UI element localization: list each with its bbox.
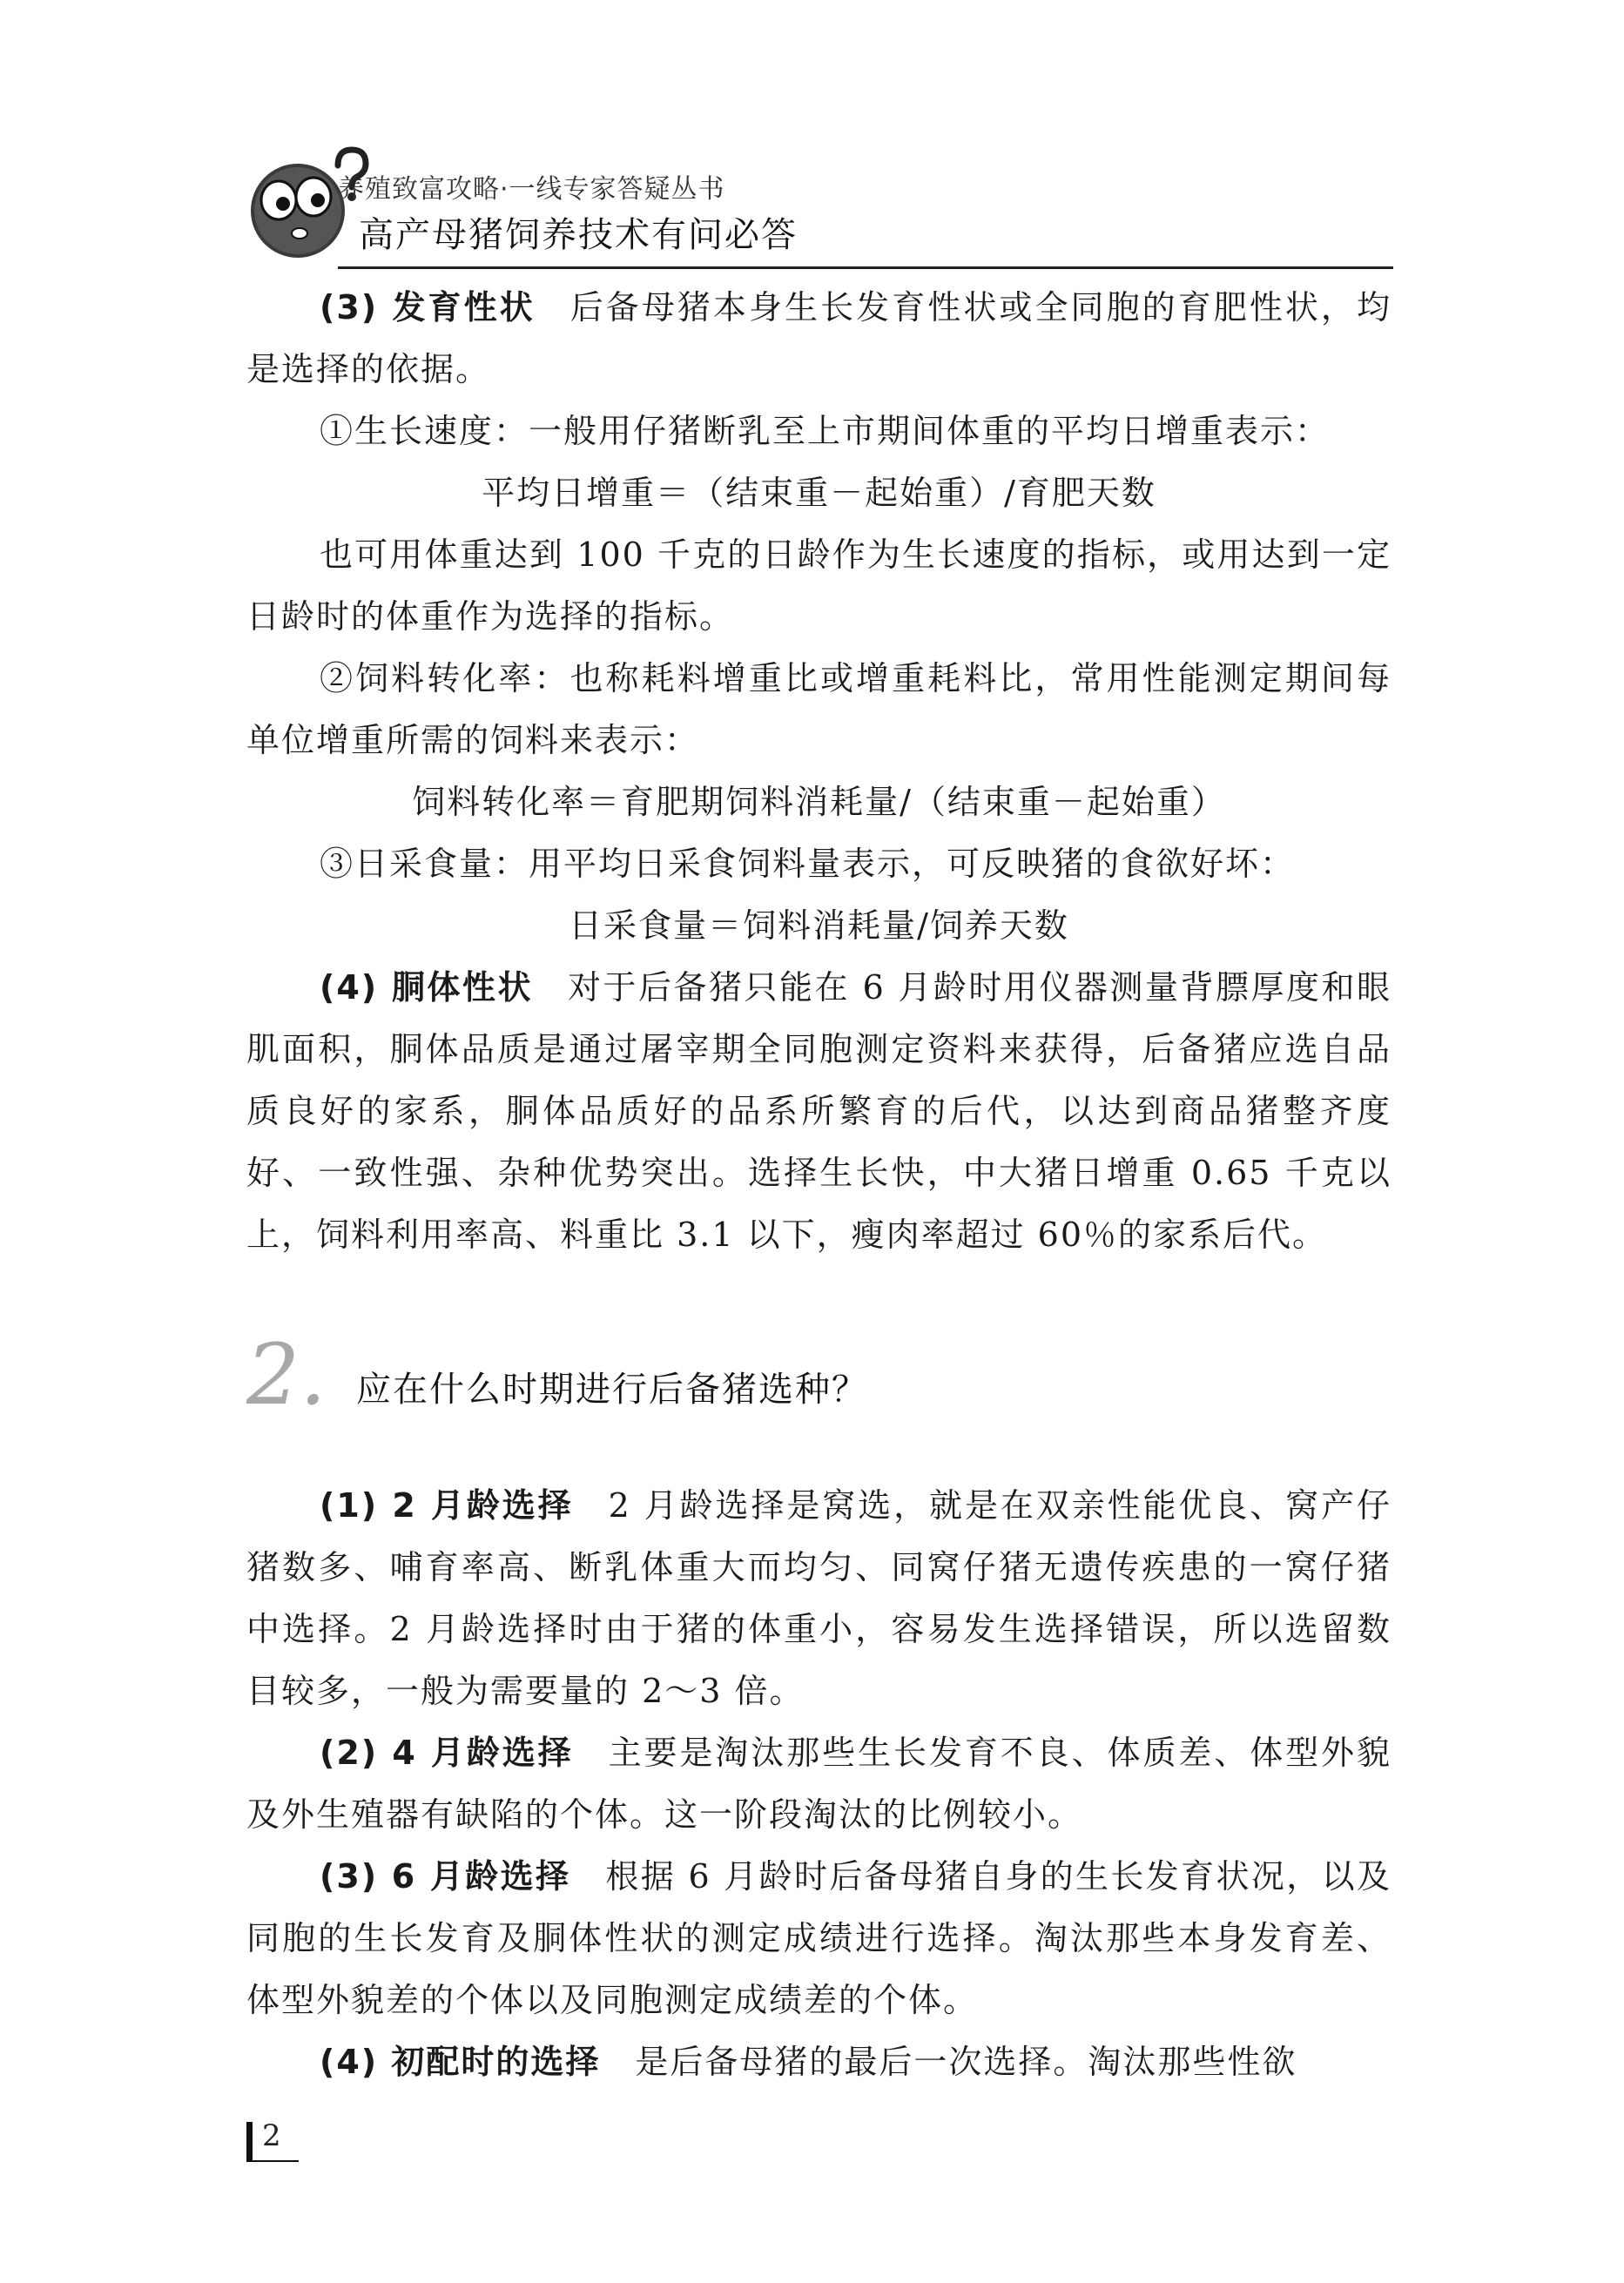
page-header bbox=[244, 139, 1393, 270]
section-number: 2. bbox=[246, 1326, 327, 1424]
formula: 平均日增重＝（结束重－起始重）/育肥天数 bbox=[482, 474, 1156, 512]
page-number-text: 2 bbox=[262, 2118, 281, 2153]
paragraph-text: 根据 6 月龄时后备母猪自身的生长发育状况，以及同胞的生长发育及胴体性状的测定成绩进行选择。淘汰那些本身发育差、体型外貌差的个体以及同胞测定成绩差的个体。 bbox=[246, 1857, 1392, 2019]
book-title: 高产母猪饲养技术有问必答 bbox=[359, 215, 798, 255]
bold-lead: (3) 6 月龄选择 bbox=[320, 1857, 571, 1896]
paragraph: ③日采食量：用平均日采食饲料量表示，可反映猪的食欲好坏： bbox=[320, 845, 1296, 883]
bold-lead: (2) 4 月龄选择 bbox=[320, 1734, 574, 1772]
paragraph-text: 后备母猪本身生长发育性状或全同胞的育肥性状，均是选择的依据。 bbox=[246, 288, 1392, 388]
formula: 日采食量＝饲料消耗量/饲养天数 bbox=[569, 906, 1069, 945]
paragraph: ①生长速度：一般用仔猪断乳至上市期间体重的平均日增重表示： bbox=[320, 412, 1331, 450]
bold-lead: (4) 初配时的选择 bbox=[320, 2043, 601, 2081]
paragraph bbox=[246, 957, 1392, 1266]
paragraph bbox=[246, 277, 1392, 401]
paragraph bbox=[246, 1846, 1392, 2031]
page-body bbox=[246, 277, 1392, 2093]
page-number bbox=[246, 2120, 316, 2164]
paragraph: ②饲料转化率：也称耗料增重比或增重耗料比，常用性能测定期间每单位增重所需的饲料来表示： bbox=[246, 659, 1392, 759]
paragraph bbox=[246, 2031, 1392, 2093]
series-title: 养殖致富攻略·一线专家答疑丛书 bbox=[338, 174, 725, 205]
paragraph-text: 是后备母猪的最后一次选择。淘汰那些性欲 bbox=[635, 2043, 1297, 2081]
section-heading bbox=[246, 1327, 1392, 1449]
bold-lead: (4) 胴体性状 bbox=[320, 968, 533, 1007]
paragraph-text: 主要是淘汰那些生长发育不良、体质差、体型外貌及外生殖器有缺陷的个体。这一阶段淘汰的比例较小。 bbox=[246, 1734, 1392, 1834]
paragraph-text: 对于后备猪只能在 6 月龄时用仪器测量背膘厚度和眼肌面积，胴体品质是通过屠宰期全同胞测定资料来获得，后备猪应选自品质良好的家系，胴体品质好的品系所繁育的后代，以达到商品猪整齐度好、一致性强、杂种优势突出。选择生长快，中大猪日增重 0.65 千克以上，饲料利用率高、料重比 3.1 以下，瘦肉率超过 60％的家系后代。 bbox=[246, 968, 1392, 1254]
paragraph: 也可用体重达到 100 千克的日龄作为生长速度的指标，或用达到一定日龄时的体重作为选择的指标。 bbox=[246, 535, 1392, 636]
section-title: 应在什么时期进行后备猪选种？ bbox=[356, 1370, 868, 1410]
bold-lead: (3) 发育性状 bbox=[320, 288, 536, 327]
bold-lead: (1) 2 月龄选择 bbox=[320, 1486, 574, 1525]
page-number-bar bbox=[246, 2122, 253, 2160]
formula: 饲料转化率＝育肥期饲料消耗量/（结束重－起始重） bbox=[412, 783, 1226, 821]
paragraph-text: 2 月龄选择是窝选，就是在双亲性能优良、窝产仔猪数多、哺育率高、断乳体重大而均匀、同窝仔猪无遗传疾患的一窝仔猪中选择。2 月龄选择时由于猪的体重小，容易发生选择错误，所以选留数目较多，一般为需要量的 2～3 倍。 bbox=[246, 1486, 1392, 1710]
paragraph bbox=[246, 1475, 1392, 1722]
paragraph bbox=[246, 1722, 1392, 1846]
page-number-underline bbox=[246, 2160, 299, 2162]
header-divider bbox=[338, 266, 1393, 269]
